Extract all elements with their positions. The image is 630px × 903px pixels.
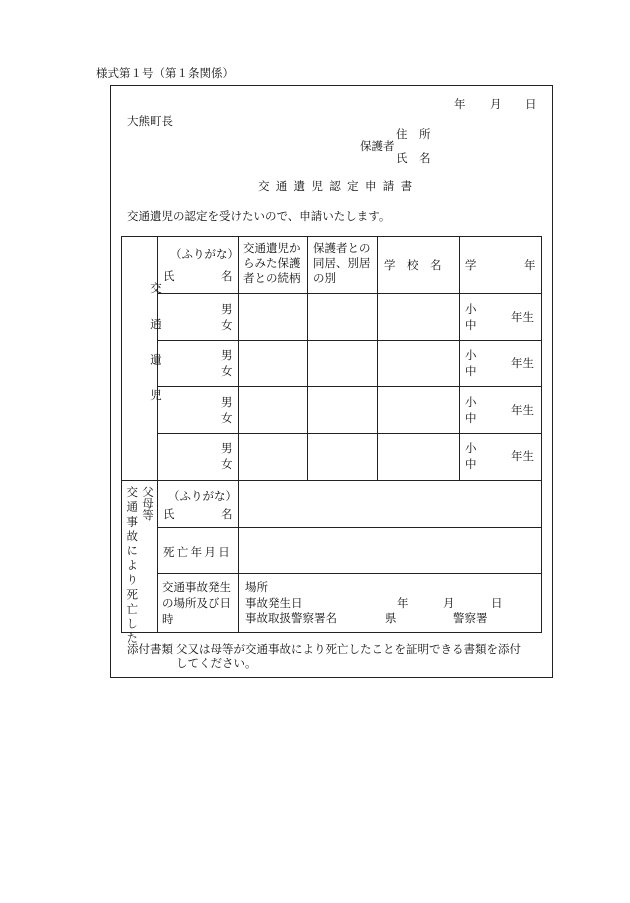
guardian-label: 保護者	[360, 139, 395, 153]
attachment-label: 添付書類	[127, 642, 173, 656]
row1-junior: 中	[465, 318, 477, 332]
name-label: 氏 名	[396, 151, 431, 165]
deceased-name-right: 名	[221, 507, 233, 521]
row-line-3	[157, 386, 542, 387]
form-number: 様式第１号（第１条関係）	[96, 66, 234, 80]
deceased-side-label-right-text: 父母等	[141, 486, 155, 521]
name-header-left: 氏	[163, 269, 175, 283]
attachment-text-1: 父又は母等が交通事故により死亡したことを証明できる書類を添付	[176, 642, 521, 656]
accident-place-label-2: の場所及び日	[162, 596, 231, 610]
row2-elem: 小	[465, 348, 477, 362]
accident-day: 日	[491, 596, 503, 610]
deceased-side-label-left	[124, 486, 138, 647]
deceased-side-label-right	[140, 486, 154, 521]
cohabit-header-3: の別	[313, 271, 336, 285]
col-divider-2	[307, 236, 308, 480]
relation-header-2: らみた保護	[243, 256, 301, 270]
accident-place-label-1: 交通事故発生	[162, 580, 231, 594]
relation-header-1: 交通遺児か	[243, 241, 301, 255]
row4-junior: 中	[465, 457, 477, 471]
attachment-text-2: してください。	[176, 656, 257, 670]
row3-junior: 中	[465, 411, 477, 425]
deceased-row-line-2	[157, 573, 542, 574]
accident-month: 月	[443, 596, 455, 610]
table-left-border	[121, 236, 122, 633]
row-line-4	[157, 433, 542, 434]
row1-elem: 小	[465, 302, 477, 316]
grade-header-left: 学	[465, 258, 477, 272]
deceased-side-label-left-text: 交通事故により死亡した	[125, 486, 140, 647]
accident-date-label: 事故発生日	[245, 596, 303, 610]
row2-grade: 年生	[511, 356, 534, 370]
date-day: 日	[525, 97, 537, 111]
row3-male: 男	[221, 395, 233, 409]
grade-header-right: 年	[524, 258, 536, 272]
row2-male: 男	[221, 348, 233, 362]
accident-place-label-3: 時	[162, 612, 174, 626]
col-divider-1	[238, 236, 239, 480]
row2-junior: 中	[465, 364, 477, 378]
accident-year: 年	[397, 596, 409, 610]
row3-elem: 小	[465, 395, 477, 409]
row-line-1	[157, 293, 542, 294]
prefecture-label: 県	[385, 611, 397, 625]
address-label: 住 所	[396, 127, 431, 141]
deceased-col-divider	[238, 480, 239, 633]
row4-grade: 年生	[511, 449, 534, 463]
date-year: 年	[454, 97, 466, 111]
child-side-label-text: 交通遺児	[149, 282, 163, 425]
table-top-border	[121, 236, 542, 237]
date-month: 月	[490, 97, 502, 111]
deceased-furigana: （ふりがな）	[168, 489, 237, 503]
row3-grade: 年生	[511, 403, 534, 417]
death-date-label: 死亡年月日	[163, 545, 232, 559]
relation-header-3: 者との続柄	[243, 271, 301, 285]
addressee: 大熊町長	[127, 114, 173, 128]
deceased-name-left: 氏	[163, 507, 175, 521]
name-header-right: 名	[221, 269, 233, 283]
cohabit-header-2: 同居、別居	[313, 256, 371, 270]
request-text: 交通遺児の認定を受けたいので、申請いたします。	[127, 209, 391, 223]
row1-male: 男	[221, 302, 233, 316]
section-divider	[121, 480, 542, 481]
col-divider-4	[459, 236, 460, 480]
school-header: 学 校 名	[384, 258, 442, 272]
deceased-row-line-1	[157, 527, 542, 528]
col-divider-3	[377, 236, 378, 480]
cohabit-header-1: 保護者との	[313, 241, 371, 255]
police-station-label: 警察署	[453, 611, 488, 625]
row3-female: 女	[221, 411, 233, 425]
police-label: 事故取扱警察署名	[245, 611, 337, 625]
row-line-2	[157, 340, 542, 341]
row1-grade: 年生	[511, 310, 534, 324]
furigana-header: （ふりがな）	[170, 247, 239, 261]
page-title: 交通遺児認定申請書	[258, 179, 419, 193]
row1-female: 女	[221, 318, 233, 332]
table-bottom-border	[121, 632, 542, 633]
child-side-label	[133, 282, 163, 425]
row4-female: 女	[221, 457, 233, 471]
row2-female: 女	[221, 364, 233, 378]
row4-male: 男	[221, 441, 233, 455]
place-label: 場所	[245, 580, 268, 594]
row4-elem: 小	[465, 441, 477, 455]
